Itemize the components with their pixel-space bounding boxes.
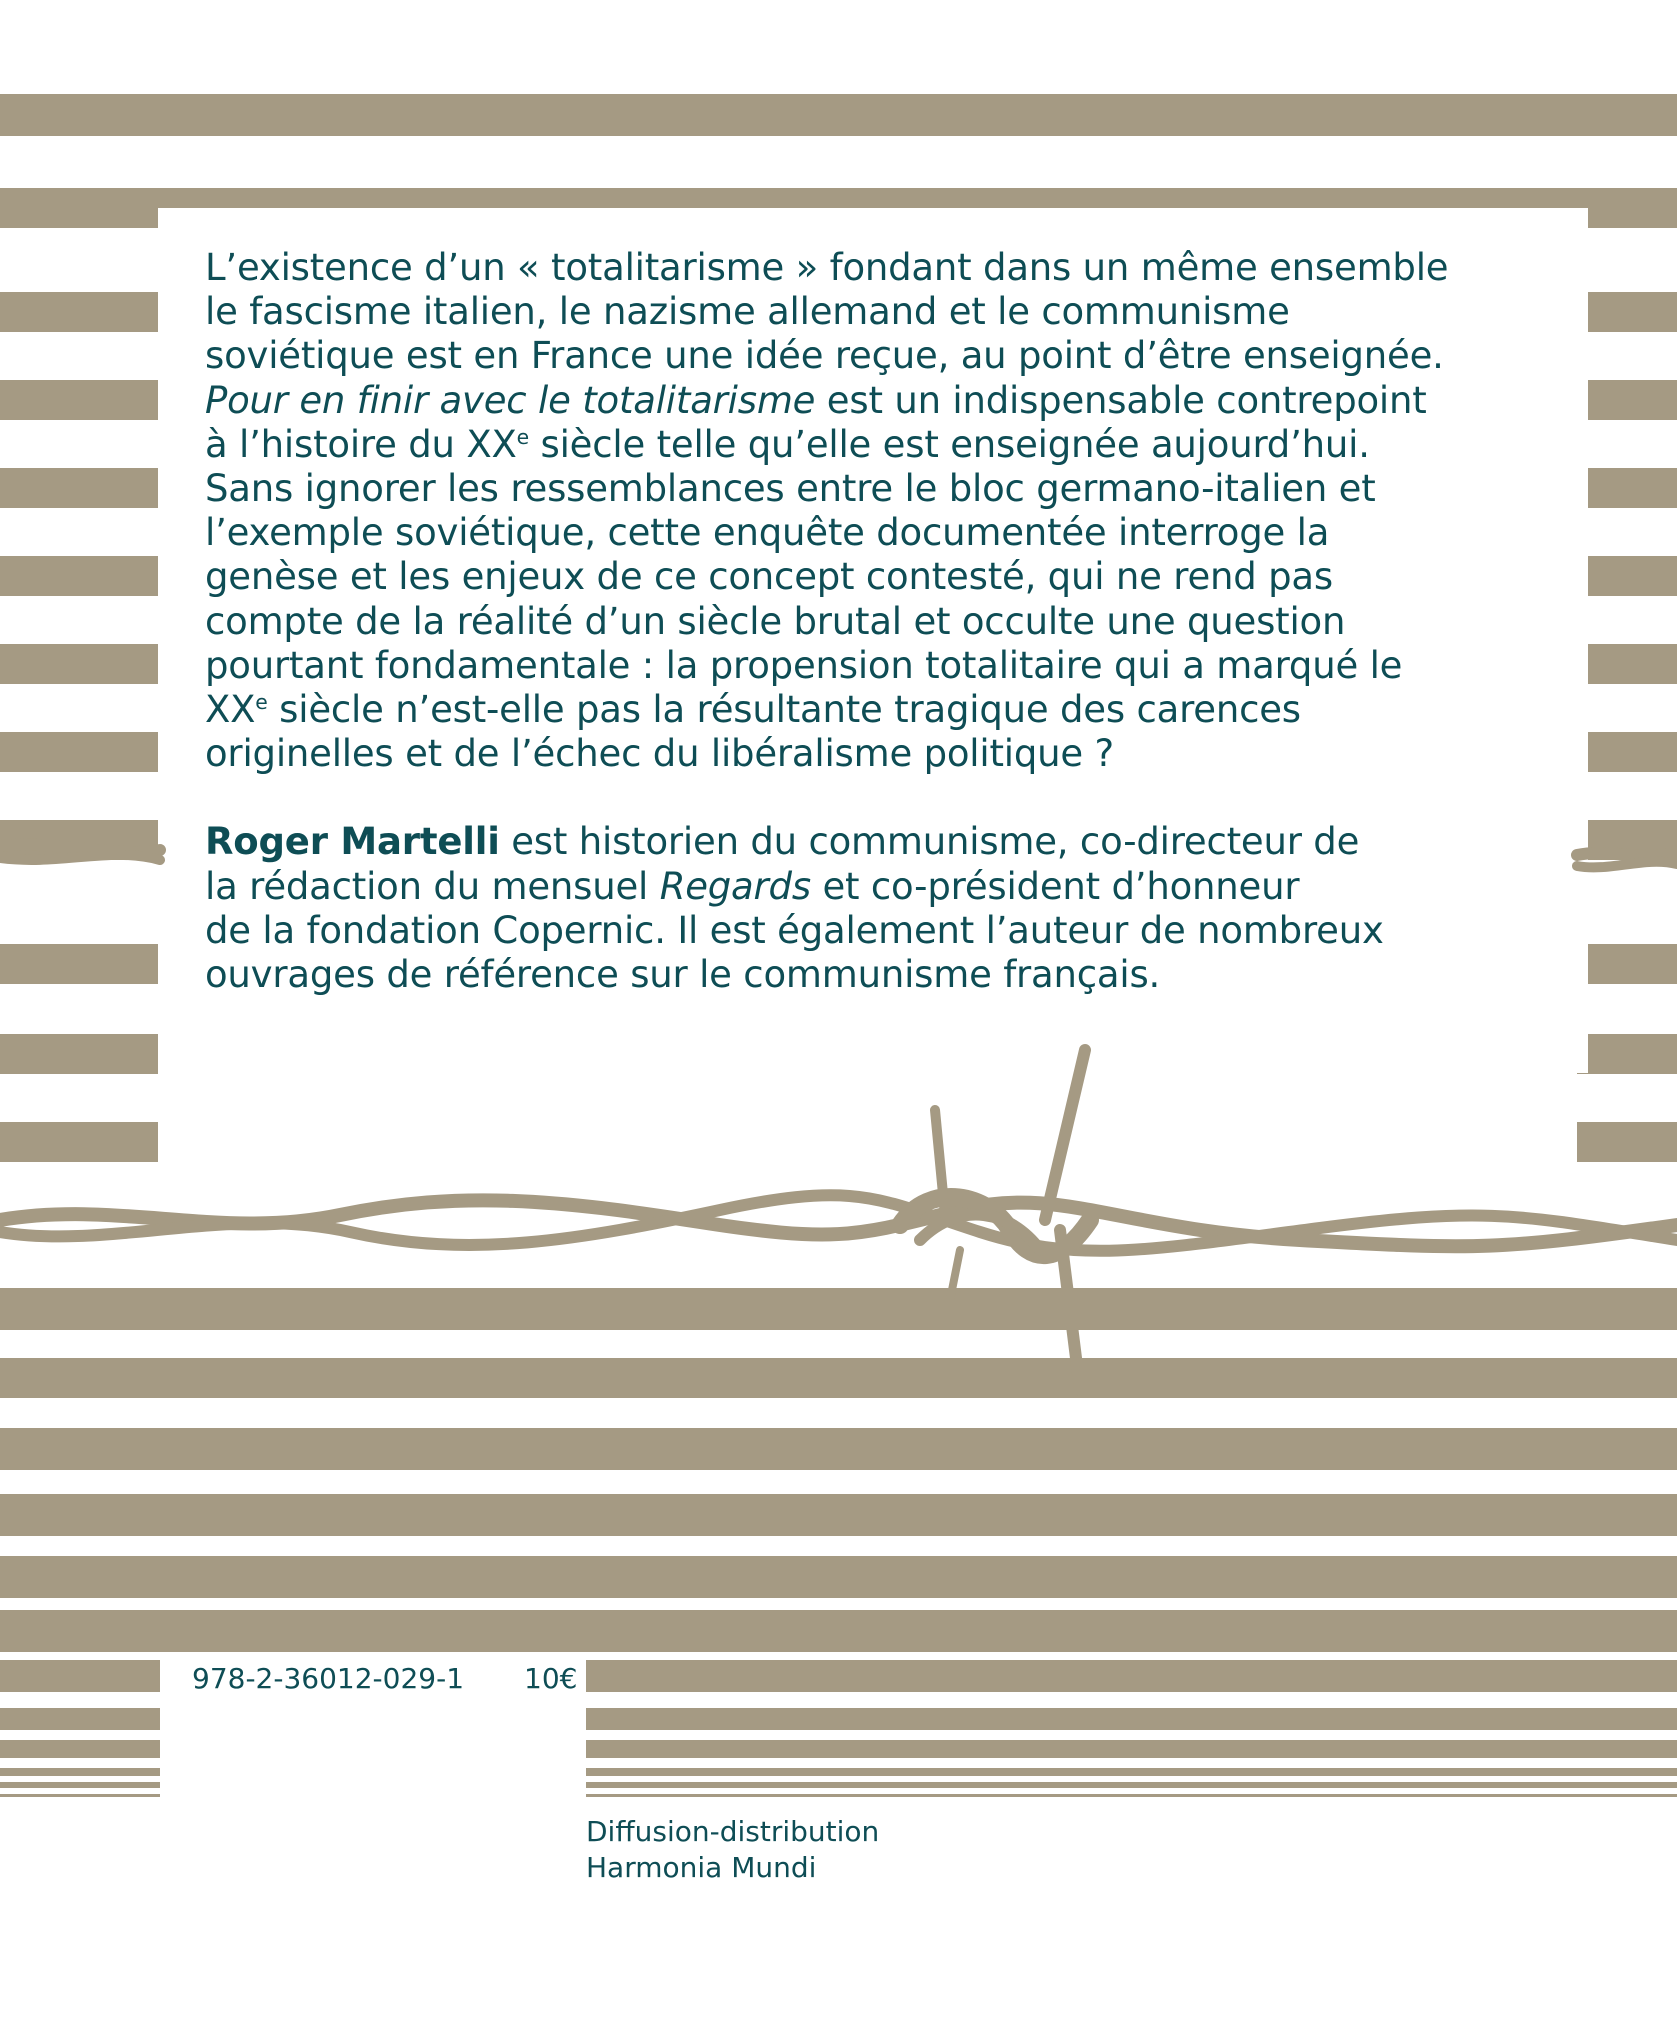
wire-strand [1577, 852, 1677, 856]
author-line: de la fondation Copernic. Il est également l’auteur de nombreux [205, 908, 1384, 952]
summary-line [205, 379, 1585, 423]
wire-strand [950, 1250, 960, 1300]
price: 10€ [524, 1662, 578, 1695]
summary-paragraph [205, 246, 1585, 776]
summary-text: siècle telle qu’elle est enseignée aujourd’hui. [528, 422, 1370, 466]
author-paragraph [205, 820, 1585, 997]
summary-line: le fascisme italien, le nazisme allemand et le communisme [205, 290, 1290, 334]
magazine-title: Regards [659, 864, 811, 908]
summary-text: à l’histoire du XX [205, 422, 517, 466]
summary-text: XX [205, 688, 256, 732]
summary-line: L’existence d’un « totalitarisme » fondant dans un même ensemble [205, 246, 1449, 289]
summary-line: l’exemple soviétique, cette enquête documentée interroge la [205, 511, 1330, 555]
back-cover-blurb [205, 246, 1585, 997]
wire-strand [0, 855, 160, 860]
summary-text: siècle n’est-elle pas la résultante tragique des carences [267, 688, 1301, 732]
distributor-name: Harmonia Mundi [586, 1851, 817, 1884]
isbn-price-row [192, 1662, 577, 1696]
isbn: 978-2-36012-029-1 [192, 1662, 465, 1695]
summary-line: compte de la réalité d’un siècle brutal et occulte une question [205, 599, 1346, 643]
summary-line: pourtant fondamentale : la propension totalitaire qui a marqué le [205, 643, 1403, 687]
summary-line: originelles et de l’échec du libéralisme politique ? [205, 732, 1114, 776]
distribution-info [586, 1814, 879, 1886]
summary-line [205, 423, 1585, 467]
distribution-label: Diffusion-distribution [586, 1815, 880, 1848]
author-name: Roger Martelli [205, 820, 500, 864]
paragraph-gap [205, 776, 1585, 820]
summary-text: est un indispensable contrepoint [815, 378, 1427, 422]
author-text: la rédaction du mensuel [205, 864, 660, 908]
author-line [205, 820, 1585, 864]
superscript: e [516, 424, 529, 449]
wire-strand [1045, 1050, 1085, 1220]
superscript: e [255, 689, 268, 714]
summary-line: soviétique est en France une idée reçue, au point d’être enseignée. [205, 334, 1444, 378]
summary-line: genèse et les enjeux de ce concept contesté, qui ne rend pas [205, 555, 1333, 599]
author-text: est historien du communisme, co-directeur de [499, 820, 1360, 864]
author-text: et co-président d’honneur [810, 864, 1300, 908]
summary-line: Sans ignorer les ressemblances entre le bloc germano-italien et [205, 467, 1376, 511]
summary-line [205, 688, 1585, 732]
wire-strand [1577, 862, 1677, 868]
author-line [205, 865, 1585, 909]
author-line: ouvrages de référence sur le communisme français. [205, 953, 1161, 997]
book-title: Pour en finir avec le totalitarisme [205, 378, 816, 422]
